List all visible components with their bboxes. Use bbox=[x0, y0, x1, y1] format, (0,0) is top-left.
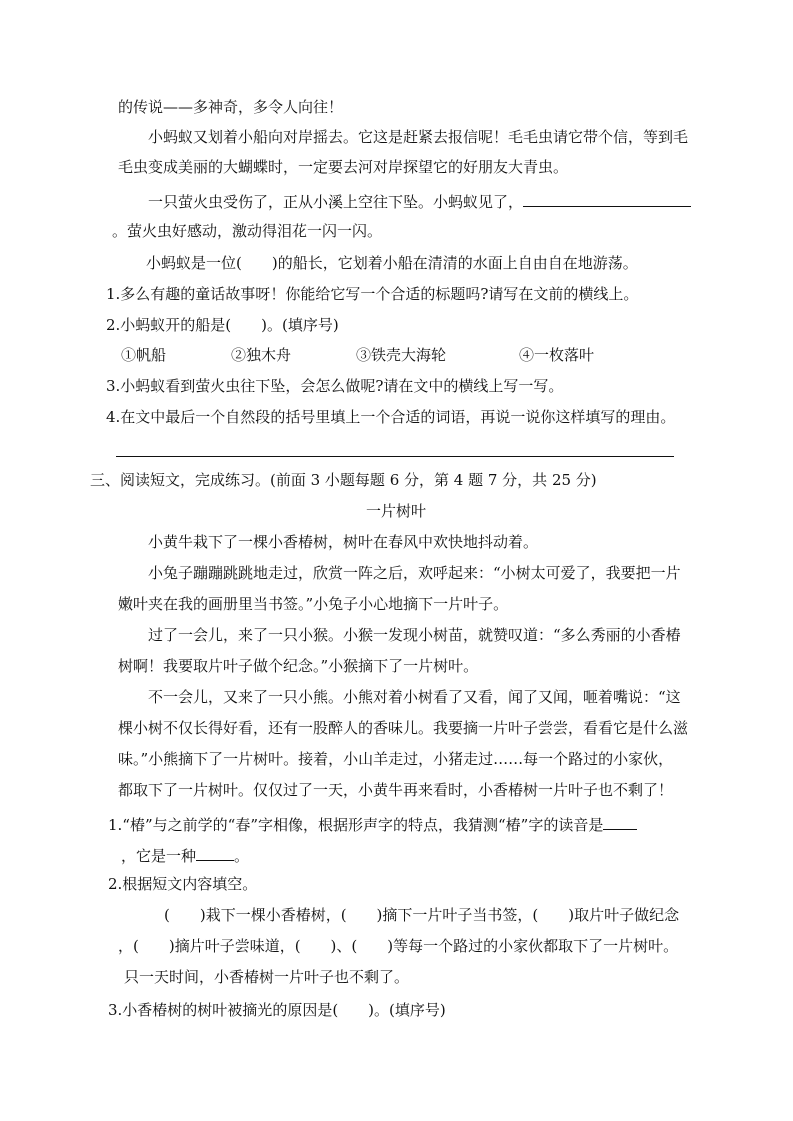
passage-line: 小兔子蹦蹦跳跳地走过，欣赏一阵之后，欢呼起来：“小树太可爱了，我要把一片 bbox=[148, 564, 681, 582]
question bbox=[108, 815, 637, 833]
passage-line: 味。”小熊摘下了一片树叶。接着，小山羊走过，小猪走过……每一个路过的小家伙， bbox=[118, 750, 674, 768]
passage-line: 不一会儿，又来了一只小熊。小熊对着小树看了又看，闻了又闻，咂着嘴说：“这 bbox=[148, 688, 681, 706]
passage-line: 的传说——多神奇，多令人向往！ bbox=[118, 98, 344, 116]
question: 1.多么有趣的童话故事呀！你能给它写一个合适的标题吗?请写在文前的横线上。 bbox=[106, 285, 639, 303]
question-text: ，它是一种 bbox=[121, 847, 197, 865]
passage-line: 过了一会儿，来了一只小猴。小猴一发现小树苗，就赞叹道：“多么秀丽的小香椿 bbox=[148, 626, 681, 644]
question-text: 。 bbox=[234, 847, 250, 865]
passage-line: 都取下了一片树叶。仅仅过了一天，小黄牛再来看时，小香椿树一片叶子也不剩了！ bbox=[118, 781, 674, 799]
passage-line: 小黄牛栽下了一棵小香椿树，树叶在春风中欢快地抖动着。 bbox=[148, 533, 539, 551]
fill-line: ，( )摘片叶子尝味道，( )、( )等每一个路过的小家伙都取下了一片树叶。 bbox=[118, 937, 679, 955]
passage-line: 树啊！我要取片叶子做个纪念。”小猴摘下了一片树叶。 bbox=[118, 657, 479, 675]
passage-line: 棵小树不仅长得好看，还有一股醉人的香味儿。我要摘一片叶子尝尝，看看它是什么滋 bbox=[118, 719, 689, 737]
fill-line: 只一天时间，小香椿树一片叶子也不剩了。 bbox=[124, 968, 410, 986]
option: ①帆船 bbox=[121, 346, 167, 364]
passage-text: 一只萤火虫受伤了，正从小溪上空往下坠。小蚂蚁见了， bbox=[148, 193, 524, 211]
question-text: 1.“椿”与之前学的“春”字相像，根据形声字的特点，我猜测“椿”字的读音是 bbox=[108, 816, 604, 834]
question: 2.根据短文内容填空。 bbox=[108, 875, 258, 893]
answer-blank[interactable] bbox=[196, 846, 234, 861]
option: ③铁壳大海轮 bbox=[356, 346, 447, 364]
option: ②独木舟 bbox=[231, 346, 292, 364]
answer-blank[interactable] bbox=[603, 815, 637, 830]
option: ④一枚落叶 bbox=[519, 346, 595, 364]
question bbox=[121, 846, 249, 864]
question: 3.小蚂蚁看到萤火虫往下坠，会怎么做呢?请在文中的横线上写一写。 bbox=[106, 377, 564, 395]
passage-line: 毛虫变成美丽的大蝴蝶时，一定要去河对岸探望它的好朋友大青虫。 bbox=[118, 158, 569, 176]
question: 3.小香椿树的树叶被摘光的原因是( )。(填序号) bbox=[108, 1001, 446, 1019]
passage-line: 小蚂蚁又划着小船向对岸摇去。它这是赶紧去报信呢！毛毛虫请它带个信，等到毛 bbox=[148, 128, 689, 146]
passage-line: 嫩叶夹在我的画册里当书签。”小兔子小心地摘下一片叶子。 bbox=[118, 595, 509, 613]
answer-blank[interactable] bbox=[523, 192, 691, 207]
passage-title: 一片树叶 bbox=[366, 502, 427, 520]
question: 4.在文中最后一个自然段的括号里填上一个合适的词语，再说一说你这样填写的理由。 bbox=[106, 408, 676, 426]
fill-line: ( )栽下一棵小香椿树，( )摘下一片叶子当书签，( )取片叶子做纪念 bbox=[164, 906, 680, 924]
question: 2.小蚂蚁开的船是( )。(填序号) bbox=[106, 316, 339, 334]
section-heading: 三、阅读短文，完成练习。(前面 3 小题每题 6 分，第 4 题 7 分，共 25 分) bbox=[90, 471, 597, 489]
passage-line: 。萤火虫好感动，激动得泪花一闪一闪。 bbox=[112, 222, 383, 240]
passage-line: 小蚂蚁是一位( )的船长，它划着小船在清清的水面上自由自在地游荡。 bbox=[146, 254, 638, 272]
passage-line bbox=[148, 192, 691, 210]
answer-line[interactable] bbox=[116, 456, 674, 457]
